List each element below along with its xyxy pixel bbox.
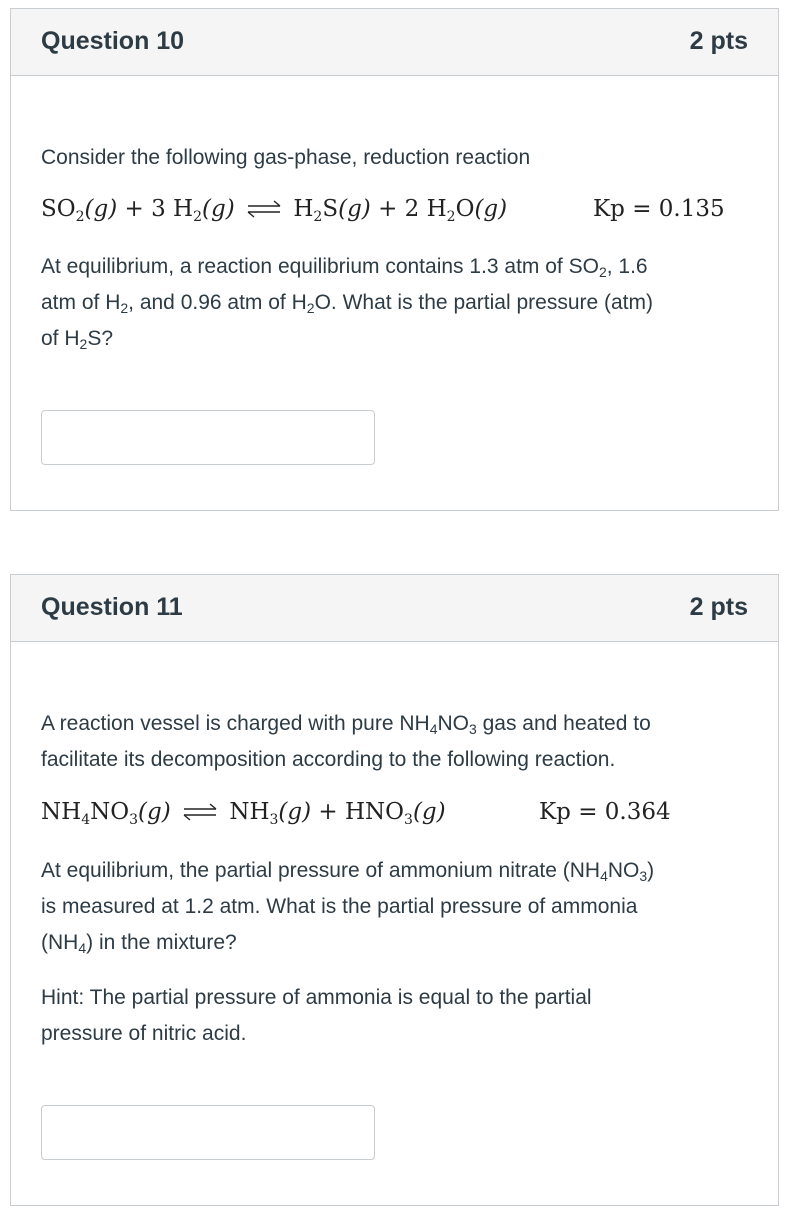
question-11-header <box>11 575 778 642</box>
question-11-card <box>10 574 779 1206</box>
question-10-points: 2 pts <box>689 27 748 55</box>
question-10-answer-input[interactable] <box>41 410 375 465</box>
question-11-answer-input[interactable] <box>41 1105 375 1160</box>
question-10-body: At equilibrium, a reaction equilibrium contains 1.3 atm of $SO_2$, 1.6 atm of $H_2$, and 0.96 atm of $H_2O$. What is the partial pressure (atm) of $H_2S$? <box>41 255 654 352</box>
equilibrium-arrow-icon <box>182 802 218 822</box>
question-11-hint: Hint: The partial pressure of ammonia is equal to the partial pressure of nitric acid. <box>41 986 592 1045</box>
equilibrium-arrow-icon <box>246 199 282 219</box>
question-11-kp: Kp = 0.364 <box>539 799 671 825</box>
question-10-card <box>10 8 779 511</box>
question-11-equation: $NH_4NO_3(g) NH_3(g) + HNO_3(g)$ <box>41 799 446 828</box>
question-10-equation: $SO_2(g) + 3$ $H_2(g) H_2S(g) + 2$ $H_2O(g)$ <box>41 196 508 225</box>
question-10-header <box>11 9 778 76</box>
question-10-title: Question 10 <box>41 27 185 55</box>
question-11-body: At equilibrium, the partial pressure of ammonium nitrate $(NH_4NO_3)$ is measured at 1.2 atm. What is the partial pressure of ammonia $(NH_4)$ in the mixture? <box>41 859 655 956</box>
question-11-title: Question 11 <box>41 593 183 621</box>
question-11-points: 2 pts <box>689 593 748 621</box>
question-10-kp: Kp = 0.135 <box>593 196 725 222</box>
question-11-intro: A reaction vessel is charged with pure $NH_4NO_3$ gas and heated to facilitate its decomposition according to the following reaction. <box>41 712 651 771</box>
question-10-intro: Consider the following gas-phase, reduction reaction <box>41 146 531 169</box>
